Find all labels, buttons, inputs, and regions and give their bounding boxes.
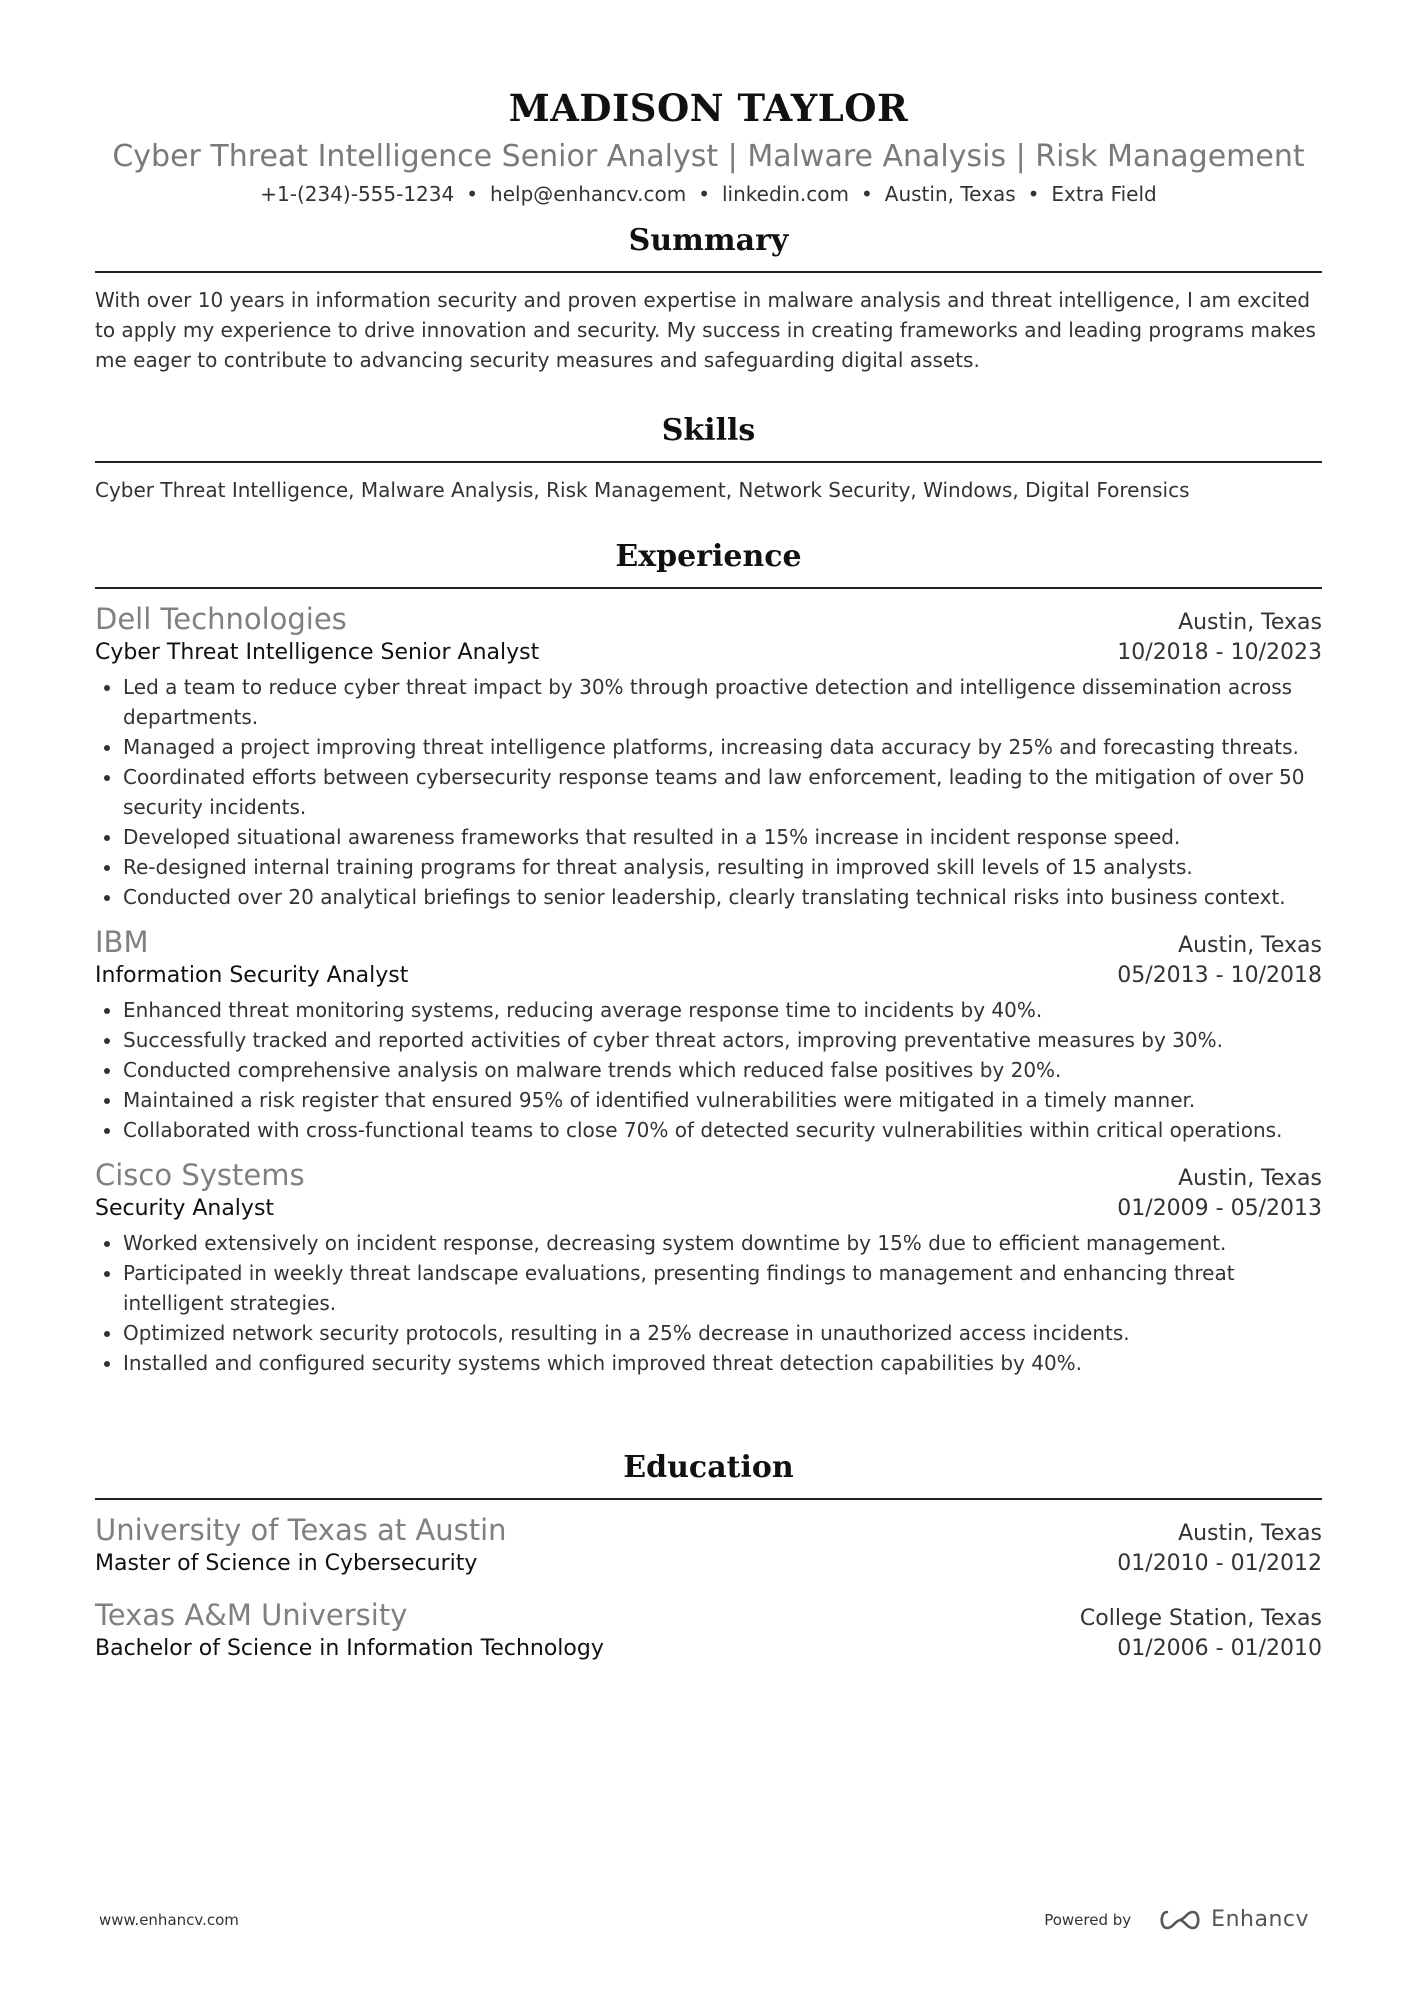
summary-text: With over 10 years in information security and proven expertise in malware analysis and threat intelligence, I am excited to apply my experience to drive innovation and security. My success in creating frameworks and leading programs makes me eager to contribute to advancing security measures and safeguarding digital assets. [95,288,1316,372]
job-location: Austin, Texas [1178,610,1322,635]
list-item: • Led a team to reduce cyber threat impact by 30% through proactive detection and intelligence dissemination across departments. [123,672,1322,732]
job-role: Information Security Analyst [95,963,409,988]
job-entry [95,601,1322,912]
footer-url-link[interactable]: www.enhancv.com [99,1910,239,1929]
resume-header [95,0,1322,208]
job-company: IBM [95,925,149,959]
summary-section [95,221,1322,375]
contact-separator: • [466,182,479,206]
job-role: Security Analyst [95,1196,275,1221]
contact-extra-field: Extra Field [1051,182,1157,206]
education-degree: Bachelor of Science in Information Technology [95,1636,604,1661]
experience-section [95,537,1322,1378]
contact-location: Austin, Texas [884,182,1016,206]
job-dates: 05/2013 - 10/2018 [1117,963,1322,988]
education-section [95,1448,1322,1664]
education-school: University of Texas at Austin [95,1513,507,1547]
contact-separator: • [1027,182,1040,206]
job-dates: 10/2018 - 10/2023 [1117,640,1322,665]
enhancv-brand-name: Enhancv [1211,1907,1309,1932]
job-bullets [95,995,1322,1145]
resume-page [95,0,1322,1661]
job-location: Austin, Texas [1178,1166,1322,1191]
list-item: • Maintained a risk register that ensured 95% of identified vulnerabilities were mitigated in a timely manner. [123,1085,1322,1115]
job-dates: 01/2009 - 05/2013 [1117,1196,1322,1221]
list-item: • Coordinated efforts between cybersecurity response teams and law enforcement, leading to the mitigation of over 50 security incidents. [123,762,1322,822]
list-item: • Successfully tracked and reported activities of cyber threat actors, improving preventative measures by 30%. [123,1025,1322,1055]
list-item: • Collaborated with cross-functional teams to close 70% of detected security vulnerabilities within critical operations. [123,1115,1322,1145]
job-entry [95,924,1322,1145]
list-item: • Participated in weekly threat landscape evaluations, presenting findings to management and enhancing threat intelligent strategies. [123,1258,1322,1318]
contact-separator: • [698,182,710,206]
job-location: Austin, Texas [1178,933,1322,958]
contact-linkedin[interactable]: linkedin.com [722,182,849,206]
job-company: Dell Technologies [95,602,347,636]
skills-text: Cyber Threat Intelligence, Malware Analysis, Risk Management, Network Security, Windows, Digital Forensics [95,478,1190,502]
enhancv-logo-icon [1157,1908,1203,1932]
candidate-headline: Cyber Threat Intelligence Senior Analyst | Malware Analysis | Risk Management [112,139,1305,174]
list-item: • Managed a project improving threat intelligence platforms, increasing data accuracy by 25% and forecasting threats. [123,732,1322,762]
education-degree: Master of Science in Cybersecurity [95,1551,478,1576]
experience-title: Experience [95,537,1322,589]
education-title: Education [95,1448,1322,1500]
footer-powered-by [1044,1907,1309,1932]
list-item: • Conducted comprehensive analysis on malware trends which reduced false positives by 20%. [123,1055,1322,1085]
list-item: • Optimized network security protocols, resulting in a 25% decrease in unauthorized access incidents. [123,1318,1322,1348]
candidate-name: MADISON TAYLOR [508,86,909,130]
list-item: • Conducted over 20 analytical briefings to senior leadership, clearly translating technical risks into business context. [123,882,1322,912]
skills-section [95,411,1322,505]
skills-title: Skills [95,411,1322,463]
job-bullets [95,672,1322,912]
contact-separator: • [860,182,873,206]
powered-by-label: Powered by [1044,1910,1132,1929]
contact-phone: +1-(234)-555-1234 [260,182,455,206]
job-role: Cyber Threat Intelligence Senior Analyst [95,640,540,665]
education-location: College Station, Texas [1079,1606,1322,1631]
education-dates: 01/2010 - 01/2012 [1117,1551,1322,1576]
education-entry [95,1512,1322,1579]
list-item: • Developed situational awareness frameworks that resulted in a 15% increase in incident response speed. [123,822,1322,852]
education-school: Texas A&M University [95,1598,408,1632]
contact-email[interactable]: help@enhancv.com [490,182,687,206]
list-item: • Worked extensively on incident response, decreasing system downtime by 15% due to efficient management. [123,1228,1322,1258]
list-item: • Installed and configured security systems which improved threat detection capabilities by 40%. [123,1348,1322,1378]
job-entry [95,1157,1322,1378]
education-entry [95,1597,1322,1664]
contact-line [95,180,1322,208]
page-footer [99,1907,1309,1932]
job-company: Cisco Systems [95,1158,305,1192]
education-dates: 01/2006 - 01/2010 [1117,1636,1322,1661]
education-location: Austin, Texas [1178,1521,1322,1546]
summary-title: Summary [95,221,1322,273]
list-item: • Enhanced threat monitoring systems, reducing average response time to incidents by 40%. [123,995,1322,1025]
enhancv-brand[interactable] [1157,1907,1309,1932]
list-item: • Re-designed internal training programs for threat analysis, resulting in improved skill levels of 15 analysts. [123,852,1322,882]
job-bullets [95,1228,1322,1378]
